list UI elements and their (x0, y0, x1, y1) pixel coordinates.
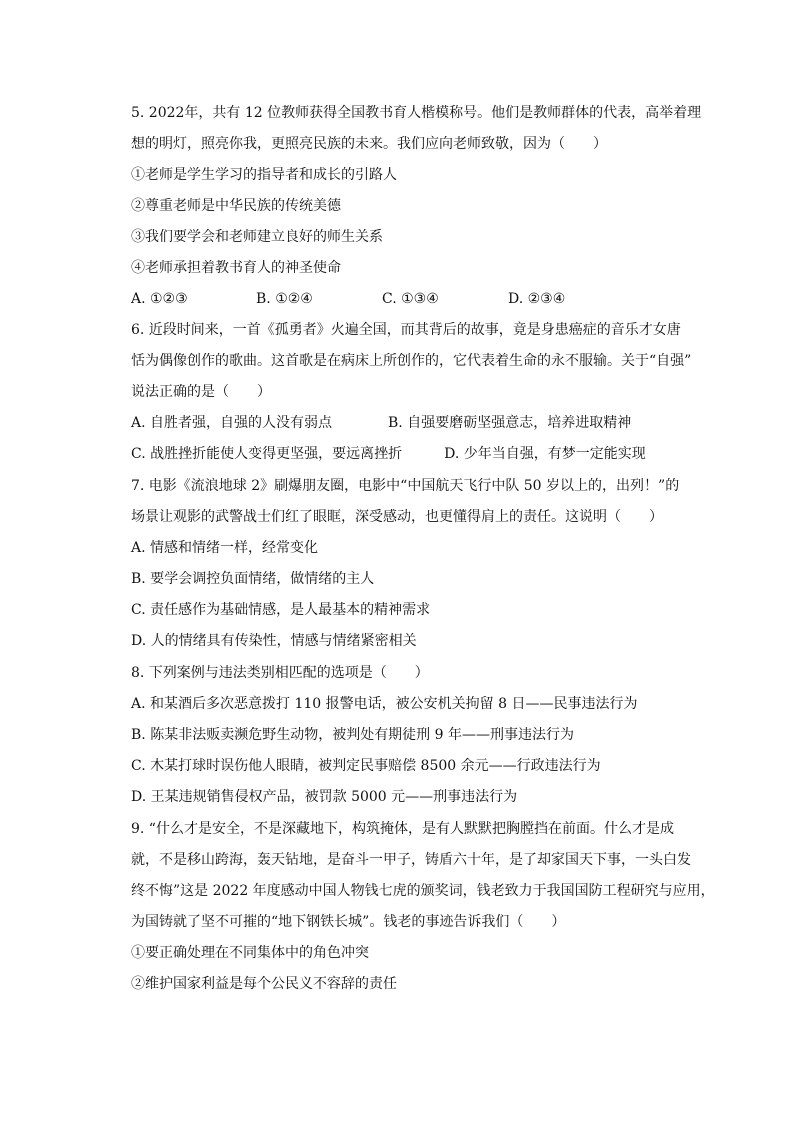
q8-option-a: A. 和某酒后多次恶意拨打 110 报警电话，被公安机关拘留 8 日——民事违法行为 (131, 696, 638, 712)
q9-statement-1: ①要正确处理在不同集体中的角色冲突 (131, 945, 369, 961)
q8-option-c: C. 木某打球时误伤他人眼睛，被判定民事赔偿 8500 余元——行政违法行为 (131, 758, 601, 774)
q5-option-c: C. ①③④ (382, 291, 439, 307)
q6-options-cd: C. 战胜挫折能使人变得更坚强，要远离挫折 D. 少年当自强，有梦一定能实现 (131, 446, 646, 462)
q8-option-b: B. 陈某非法贩卖濒危野生动物，被判处有期徒刑 9 年——刑事违法行为 (131, 727, 574, 743)
q8-stem: 8. 下列案例与违法类别相匹配的选项是（ ） (131, 665, 429, 681)
q5-stem-line-2: 想的明灯，照亮你我，更照亮民族的未来。我们应向老师致敬，因为（ ） (131, 136, 607, 152)
q5-statement-3: ③我们要学会和老师建立良好的师生关系 (131, 229, 383, 245)
q7-option-a: A. 情感和情绪一样，经常变化 (131, 540, 319, 556)
q6-stem-line-3: 说法正确的是（ ） (131, 384, 271, 400)
q6-stem-line-1: 6. 近段时间来，一首《孤勇者》火遍全国，而其背后的故事，竟是身患癌症的音乐才女唐 (131, 322, 681, 338)
q7-stem-line-2: 场景让观影的武警战士们红了眼眶，深受感动，也更懂得肩上的责任。这说明（ ） (131, 509, 663, 525)
q8-option-d: D. 王某违规销售侵权产品，被罚款 5000 元——刑事违法行为 (131, 789, 518, 805)
q9-stem-line-3: 终不悔”这是 2022 年度感动中国人物钱七虎的颁奖词，钱老致力于我国国防工程研究与应用， (131, 883, 715, 899)
q9-stem-line-2: 就，不是移山跨海，轰天钻地，是奋斗一甲子，铸盾六十年，是了却家国天下事，一头白发 (131, 852, 691, 868)
q5-statement-2: ②尊重老师是中华民族的传统美德 (131, 198, 341, 214)
q9-statement-2: ②维护国家利益是每个公民义不容辞的责任 (131, 976, 397, 992)
q6-options-ab: A. 自胜者强，自强的人没有弱点 B. 自强要磨砺坚强意志，培养进取精神 (131, 415, 632, 431)
q5-statement-4: ④老师承担着教书育人的神圣使命 (131, 260, 341, 276)
q7-option-b: B. 要学会调控负面情绪，做情绪的主人 (131, 571, 375, 587)
q5-statement-1: ①老师是学生学习的指导者和成长的引路人 (131, 167, 397, 183)
q7-option-d: D. 人的情绪具有传染性，情感与情绪紧密相关 (131, 633, 417, 649)
q9-stem-line-1: 9. “什么才是安全，不是深藏地下，构筑掩体，是有人默默把胸膛挡在前面。什么才是成 (131, 821, 674, 837)
q5-option-b: B. ①②④ (256, 291, 313, 307)
q5-option-a: A. ①②③ (131, 291, 188, 307)
q7-option-c: C. 责任感作为基础情感，是人最基本的精神需求 (131, 602, 431, 618)
q6-stem-line-2: 恬为偶像创作的歌曲。这首歌是在病床上所创作的，它代表着生命的永不服输。关于“自强” (131, 353, 692, 369)
q9-stem-line-4: 为国铸就了坚不可摧的“地下钢铁长城”。钱老的事迹告诉我们（ ） (131, 914, 566, 930)
q5-option-d: D. ②③④ (508, 291, 566, 307)
q5-stem-line-1: 5. 2022年，共有 12 位教师获得全国教书育人楷模称号。他们是教师群体的代表，高举着理 (131, 105, 702, 121)
q7-stem-line-1: 7. 电影《流浪地球 2》刷爆朋友圈，电影中“中国航天飞行中队 50 岁以上的，出列！”的 (131, 478, 680, 494)
